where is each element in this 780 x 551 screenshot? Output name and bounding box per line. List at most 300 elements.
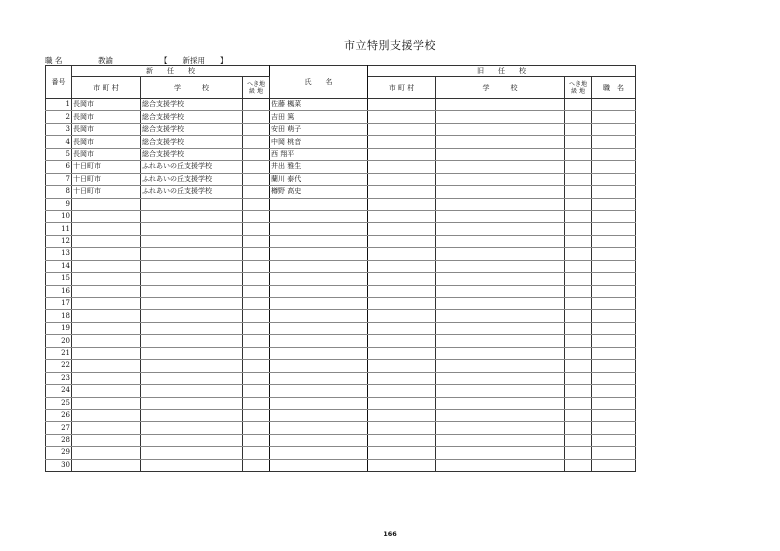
row-old-shokumei [592,210,636,222]
row-new-hekichi [243,385,270,397]
row-name: 吉田 篤 [270,111,368,123]
row-new-school [141,409,243,421]
row-new-school [141,459,243,471]
row-number: 7 [46,173,72,185]
row-old-school [436,360,565,372]
row-number: 12 [46,235,72,247]
row-old-shokumei [592,310,636,322]
row-old-shokumei [592,148,636,160]
row-number: 16 [46,285,72,297]
row-number: 13 [46,248,72,260]
row-new-school [141,397,243,409]
row-new-hekichi [243,310,270,322]
row-old-city [368,347,436,359]
row-name [270,235,368,247]
row-new-school [141,335,243,347]
row-name: 佐藤 楓菜 [270,99,368,111]
row-name [270,322,368,334]
row-new-city: 長岡市 [72,136,141,148]
header-hekichi-line1: へき地 [247,80,266,88]
table-row [46,235,636,247]
table-row [46,260,636,272]
row-old-shokumei [592,409,636,421]
table-row [46,335,636,347]
row-new-city [72,335,141,347]
row-old-city [368,260,436,272]
row-old-hekichi [565,186,592,198]
row-number: 27 [46,422,72,434]
row-number: 3 [46,123,72,135]
row-old-hekichi [565,123,592,135]
row-old-city [368,123,436,135]
row-old-hekichi [565,422,592,434]
row-old-city [368,397,436,409]
table-row [46,161,636,173]
row-name [270,459,368,471]
row-name: 安田 萌子 [270,123,368,135]
row-old-shokumei [592,99,636,111]
row-number: 5 [46,148,72,160]
row-number: 28 [46,434,72,446]
row-old-school [436,123,565,135]
row-number: 21 [46,347,72,359]
row-number: 20 [46,335,72,347]
row-name [270,422,368,434]
row-new-hekichi [243,335,270,347]
header-bango: 番号 [46,66,72,99]
row-old-city [368,161,436,173]
row-new-hekichi [243,111,270,123]
row-old-school [436,223,565,235]
row-new-school: 総合支援学校 [141,123,243,135]
row-new-hekichi [243,198,270,210]
row-name: 蘭川 泰代 [270,173,368,185]
row-old-school [436,285,565,297]
row-name [270,223,368,235]
row-old-city [368,322,436,334]
row-old-shokumei [592,397,636,409]
row-new-city [72,210,141,222]
header-shin-nin-ko: 新 任 校 [72,66,270,77]
row-old-shokumei [592,161,636,173]
row-new-hekichi [243,148,270,160]
row-new-city [72,422,141,434]
table-row [46,409,636,421]
row-new-school [141,434,243,446]
row-new-hekichi [243,260,270,272]
header-shichoson: 市 町 村 [72,77,141,99]
row-new-city: 長岡市 [72,123,141,135]
row-number: 11 [46,223,72,235]
row-old-hekichi [565,273,592,285]
row-old-hekichi [565,148,592,160]
table-row [46,434,636,446]
row-new-hekichi [243,372,270,384]
table-row [46,360,636,372]
row-new-school [141,260,243,272]
row-number: 19 [46,322,72,334]
row-number: 4 [46,136,72,148]
row-old-city [368,99,436,111]
row-old-shokumei [592,173,636,185]
row-number: 10 [46,210,72,222]
row-number: 14 [46,260,72,272]
row-new-hekichi [243,235,270,247]
row-old-shokumei [592,273,636,285]
row-new-city [72,322,141,334]
row-new-city [72,248,141,260]
row-name [270,335,368,347]
row-new-city: 十日町市 [72,186,141,198]
row-new-school [141,235,243,247]
row-new-city [72,385,141,397]
row-old-shokumei [592,447,636,459]
header-old-hekichi-line1: へき地 [569,80,588,88]
row-new-school [141,385,243,397]
row-new-city [72,447,141,459]
row-new-city [72,360,141,372]
row-new-hekichi [243,322,270,334]
meta-line [40,55,340,65]
row-old-school [436,322,565,334]
row-old-hekichi [565,285,592,297]
row-name [270,360,368,372]
row-number: 9 [46,198,72,210]
row-new-school: ふれあいの丘支援学校 [141,173,243,185]
shokumei-label: 職 名 [45,56,63,65]
row-old-shokumei [592,347,636,359]
row-old-school [436,186,565,198]
row-new-school [141,248,243,260]
table-row [46,459,636,471]
row-old-shokumei [592,385,636,397]
row-old-school [436,397,565,409]
row-old-shokumei [592,335,636,347]
row-new-school [141,223,243,235]
table-row [46,447,636,459]
row-old-shokumei [592,223,636,235]
row-new-hekichi [243,223,270,235]
row-new-city [72,273,141,285]
row-old-school [436,347,565,359]
row-old-school [436,385,565,397]
row-old-shokumei [592,298,636,310]
table-row [46,210,636,222]
row-old-city [368,148,436,160]
row-old-city [368,198,436,210]
table-row [46,273,636,285]
header-shokumei: 職 名 [592,77,636,99]
table-row [46,136,636,148]
row-old-city [368,372,436,384]
row-name [270,409,368,421]
table-row [46,198,636,210]
row-new-city: 長岡市 [72,148,141,160]
row-old-city [368,285,436,297]
row-new-hekichi [243,285,270,297]
table-row [46,347,636,359]
row-old-hekichi [565,198,592,210]
header-old-hekichi-line2: 級 地 [571,87,585,95]
table-row [46,111,636,123]
row-name [270,210,368,222]
row-new-hekichi [243,360,270,372]
row-new-city [72,310,141,322]
row-name: 樽野 高史 [270,186,368,198]
table-row [46,322,636,334]
row-old-city [368,223,436,235]
row-old-hekichi [565,136,592,148]
row-old-hekichi [565,111,592,123]
row-new-city [72,409,141,421]
row-old-hekichi [565,223,592,235]
row-new-school: 総合支援学校 [141,99,243,111]
table-row [46,223,636,235]
row-new-school [141,310,243,322]
row-old-hekichi [565,260,592,272]
row-old-city [368,136,436,148]
row-new-school: ふれあいの丘支援学校 [141,161,243,173]
row-new-school [141,273,243,285]
row-old-school [436,248,565,260]
header-old-gakko: 学 校 [436,77,565,99]
row-old-shokumei [592,322,636,334]
row-number: 1 [46,99,72,111]
row-old-hekichi [565,248,592,260]
row-old-city [368,385,436,397]
row-old-school [436,136,565,148]
row-old-city [368,360,436,372]
row-old-city [368,447,436,459]
row-old-city [368,434,436,446]
row-old-school [436,173,565,185]
row-new-hekichi [243,161,270,173]
row-old-school [436,148,565,160]
row-old-shokumei [592,111,636,123]
row-new-city [72,459,141,471]
row-old-school [436,447,565,459]
row-old-hekichi [565,434,592,446]
row-old-school [436,409,565,421]
table-row [46,173,636,185]
row-new-school: 総合支援学校 [141,136,243,148]
row-old-city [368,173,436,185]
row-old-city [368,422,436,434]
row-new-hekichi [243,434,270,446]
row-old-hekichi [565,210,592,222]
row-old-hekichi [565,310,592,322]
row-old-shokumei [592,235,636,247]
header-hekichi-line2: 級 地 [249,87,263,95]
row-new-city [72,285,141,297]
row-old-city [368,273,436,285]
row-old-shokumei [592,422,636,434]
row-old-city [368,111,436,123]
row-old-school [436,459,565,471]
row-name [270,397,368,409]
row-old-city [368,210,436,222]
row-number: 15 [46,273,72,285]
row-name [270,310,368,322]
header-kyu-nin-ko: 旧 任 校 [368,66,636,77]
row-new-city [72,397,141,409]
row-old-hekichi [565,347,592,359]
row-new-hekichi [243,459,270,471]
row-new-hekichi [243,397,270,409]
table-row [46,422,636,434]
row-name [270,347,368,359]
row-old-school [436,372,565,384]
row-new-hekichi [243,210,270,222]
row-new-city: 長岡市 [72,111,141,123]
header-old-shichoson: 市 町 村 [368,77,436,99]
row-new-school [141,285,243,297]
row-old-hekichi [565,235,592,247]
row-name: 西 翔平 [270,148,368,160]
table-row [46,310,636,322]
row-old-school [436,434,565,446]
row-old-hekichi [565,161,592,173]
row-old-hekichi [565,360,592,372]
row-old-city [368,409,436,421]
row-new-hekichi [243,173,270,185]
row-name [270,434,368,446]
row-number: 2 [46,111,72,123]
row-old-hekichi [565,459,592,471]
row-new-school [141,347,243,359]
row-new-hekichi [243,99,270,111]
row-name [270,298,368,310]
row-new-school: ふれあいの丘支援学校 [141,186,243,198]
row-name [270,198,368,210]
row-old-hekichi [565,298,592,310]
row-old-hekichi [565,372,592,384]
row-new-hekichi [243,136,270,148]
row-new-school: 総合支援学校 [141,111,243,123]
shokumei-value: 教諭 [98,56,113,65]
row-old-school [436,422,565,434]
row-number: 29 [46,447,72,459]
row-old-school [436,161,565,173]
row-name [270,385,368,397]
header-gakko: 学 校 [141,77,243,99]
row-old-hekichi [565,173,592,185]
row-number: 26 [46,409,72,421]
row-new-city [72,298,141,310]
row-old-shokumei [592,198,636,210]
row-new-city [72,434,141,446]
row-old-shokumei [592,459,636,471]
row-old-school [436,310,565,322]
row-new-hekichi [243,447,270,459]
table-row [46,397,636,409]
header-hekichi [243,77,270,99]
row-new-city [72,347,141,359]
row-new-hekichi [243,298,270,310]
row-new-city: 長岡市 [72,99,141,111]
row-old-school [436,298,565,310]
row-old-hekichi [565,447,592,459]
row-new-city: 十日町市 [72,173,141,185]
row-number: 30 [46,459,72,471]
row-number: 6 [46,161,72,173]
row-new-city [72,372,141,384]
row-name [270,447,368,459]
row-new-hekichi [243,409,270,421]
row-old-hekichi [565,335,592,347]
row-old-city [368,310,436,322]
row-new-school [141,360,243,372]
table-row [46,372,636,384]
row-old-shokumei [592,260,636,272]
table-row [46,298,636,310]
row-old-shokumei [592,186,636,198]
row-new-hekichi [243,186,270,198]
row-old-city [368,459,436,471]
header-shimei: 氏 名 [270,66,368,99]
row-old-city [368,298,436,310]
row-number: 17 [46,298,72,310]
row-name: 中岡 桃音 [270,136,368,148]
row-old-hekichi [565,385,592,397]
row-new-school [141,198,243,210]
category-label: 【 新採用 】 [160,56,228,65]
row-number: 8 [46,186,72,198]
row-name [270,285,368,297]
table-row [46,99,636,111]
row-old-city [368,248,436,260]
row-number: 25 [46,397,72,409]
row-name: 井出 雅生 [270,161,368,173]
row-old-hekichi [565,322,592,334]
row-number: 22 [46,360,72,372]
row-name [270,248,368,260]
row-name [270,260,368,272]
table-row [46,285,636,297]
row-old-school [436,111,565,123]
row-new-school [141,372,243,384]
document-title: 市立特別支援学校 [344,39,436,52]
row-new-city [72,223,141,235]
row-new-hekichi [243,123,270,135]
header-old-hekichi [565,77,592,99]
row-number: 18 [46,310,72,322]
row-old-school [436,260,565,272]
transfer-table [45,65,636,472]
row-new-hekichi [243,248,270,260]
row-old-city [368,235,436,247]
table-row [46,186,636,198]
row-old-hekichi [565,397,592,409]
table-row [46,248,636,260]
row-old-shokumei [592,285,636,297]
row-old-city [368,335,436,347]
row-new-school [141,210,243,222]
row-number: 24 [46,385,72,397]
row-old-shokumei [592,434,636,446]
row-old-school [436,198,565,210]
row-number: 23 [46,372,72,384]
row-old-school [436,235,565,247]
row-new-hekichi [243,422,270,434]
table-row [46,123,636,135]
row-old-shokumei [592,372,636,384]
row-old-school [436,335,565,347]
row-new-school [141,322,243,334]
row-name [270,273,368,285]
row-new-city: 十日町市 [72,161,141,173]
row-new-school [141,298,243,310]
